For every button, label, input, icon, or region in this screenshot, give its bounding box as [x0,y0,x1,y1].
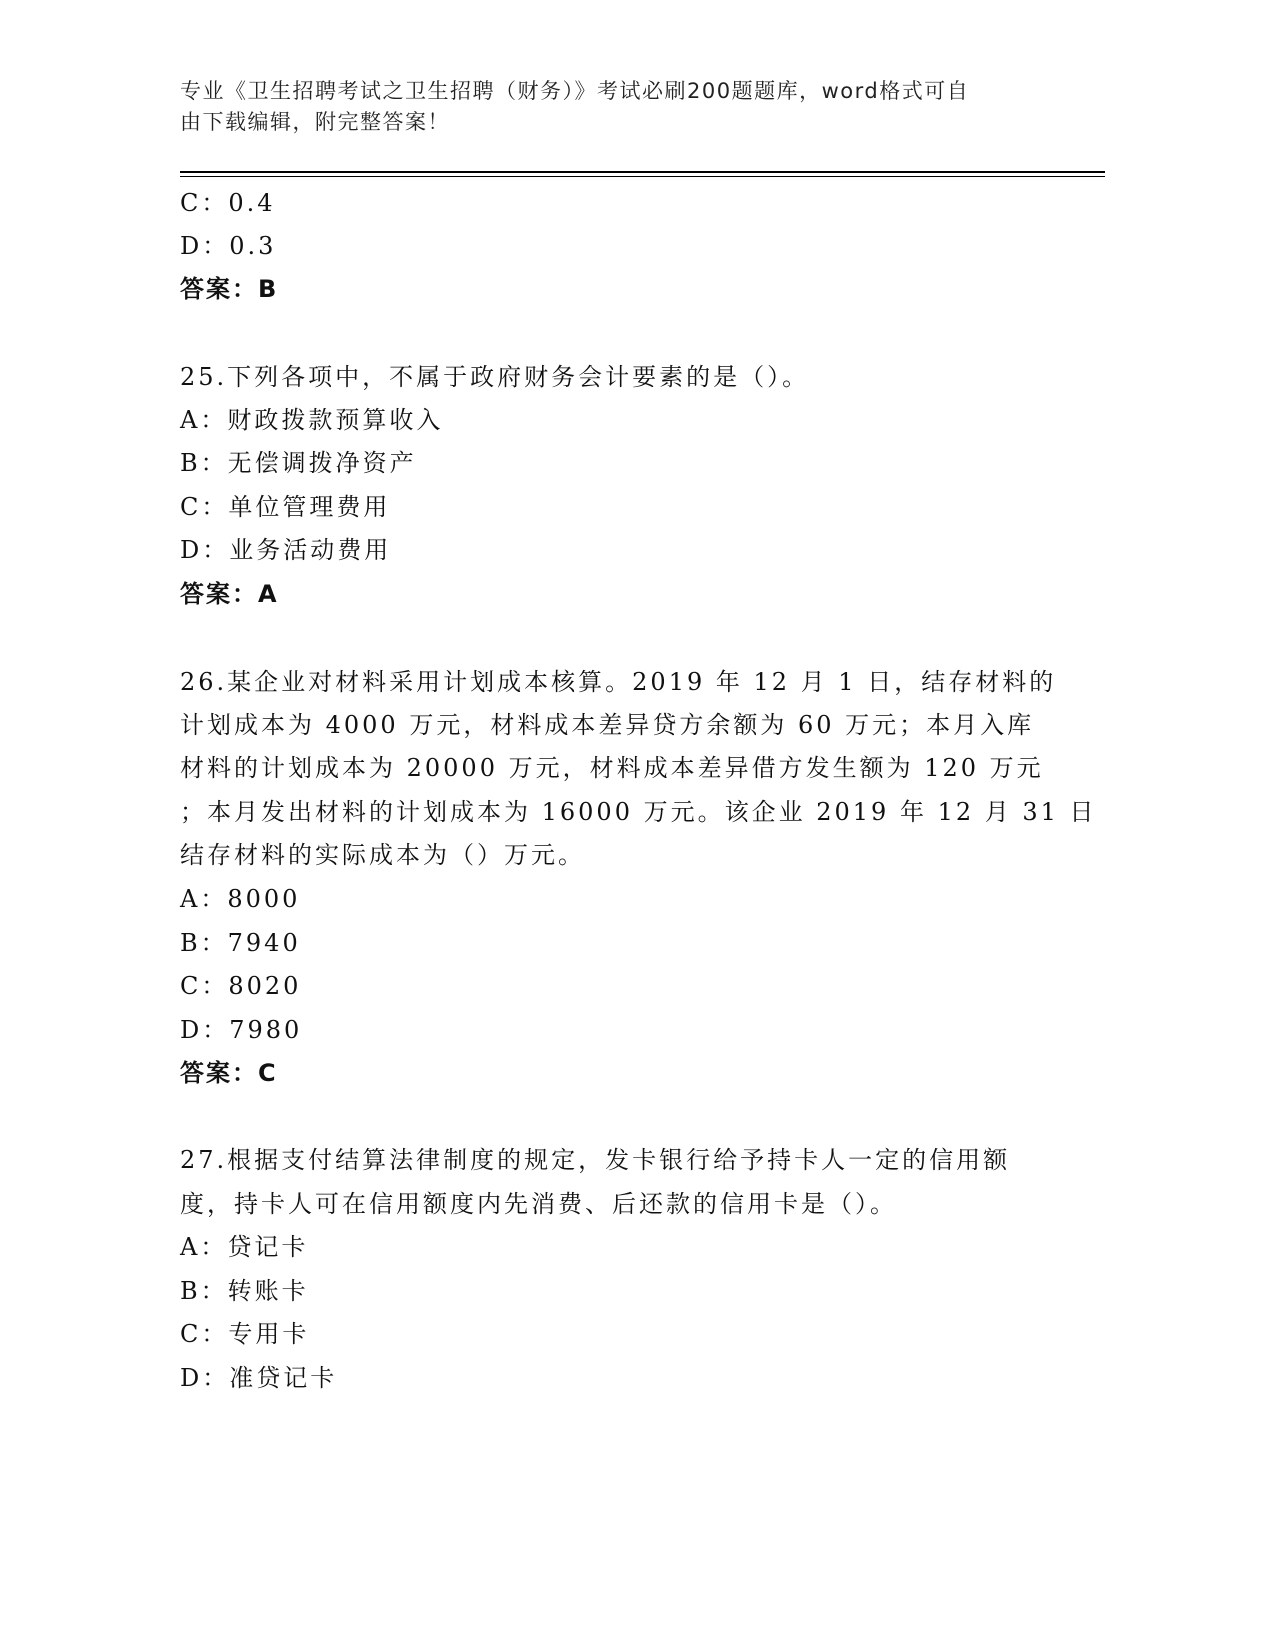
option-c: C：单位管理费用 [180,493,391,521]
header-divider-bottom [180,176,1105,177]
option-a: A：财政拨款预算收入 [180,406,444,434]
option-b: B：转账卡 [180,1277,309,1305]
option-d: D：业务活动费用 [180,536,392,564]
header-divider-top [180,171,1105,173]
question-25: 25.下列各项中，不属于政府财务会计要素的是（）。 [180,363,810,391]
question-27-line: 27.根据支付结算法律制度的规定，发卡银行给予持卡人一定的信用额 [180,1146,1011,1174]
header-line-2: 由下载编辑，附完整答案！ [180,110,450,134]
question-26-line: 结存材料的实际成本为（）万元。 [180,841,585,869]
option-d: D：7980 [180,1016,303,1044]
option-b: B：7940 [180,929,301,957]
question-27-line: 度，持卡人可在信用额度内先消费、后还款的信用卡是（）。 [180,1190,897,1218]
question-26-line: 材料的计划成本为 20000 万元，材料成本差异借方发生额为 120 万元 [180,754,1044,782]
option-a: A：8000 [180,885,301,913]
answer: 答案：C [180,1059,278,1087]
option-b: B：无偿调拨净资产 [180,449,417,477]
answer: 答案：A [180,580,279,608]
option-d: D：0.3 [180,232,277,260]
question-26-line: ；本月发出材料的计划成本为 16000 万元。该企业 2019 年 12 月 31 日 [180,798,1097,826]
option-d: D：准贷记卡 [180,1364,338,1392]
option-c: C：8020 [180,972,302,1000]
option-a: A：贷记卡 [180,1233,309,1261]
question-26-line: 计划成本为 4000 万元，材料成本差异贷方余额为 60 万元；本月入库 [180,711,1035,739]
option-c: C：0.4 [180,189,276,217]
answer: 答案：B [180,275,279,303]
question-26-line: 26.某企业对材料采用计划成本核算。2019 年 12 月 1 日，结存材料的 [180,668,1057,696]
option-c: C：专用卡 [180,1320,310,1348]
header-line-1: 专业《卫生招聘考试之卫生招聘（财务）》考试必刷200题题库，word格式可自 [180,79,970,103]
